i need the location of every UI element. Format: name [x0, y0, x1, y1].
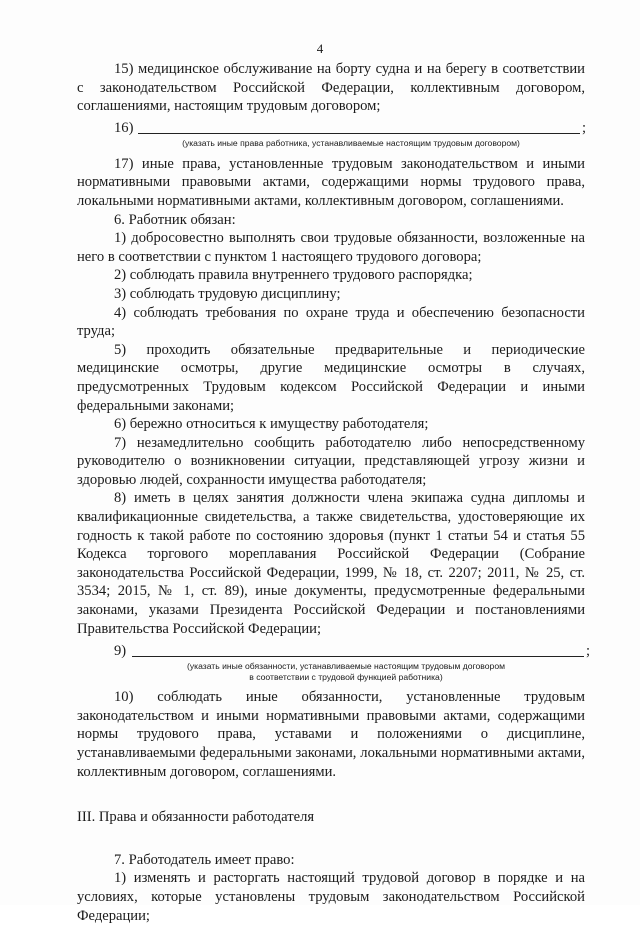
duty-item-1: 1) добросовестно выполнять свои трудовые обязанности, возложенные на него в соответствии с пунктом 1 настоящего трудового договора;	[77, 230, 585, 265]
duty-item-10: 10) соблюдать иные обязанности, установленные трудовым законодательством и иными нормативными правовыми актами, содержащими нормы трудового права, уставами и положениями о дисциплине, устанавливаемыми федеральными законами, локальными нормативными актами, коллективным договором, соглашениями.	[77, 689, 585, 780]
duty-item-9-label: 9)	[114, 643, 127, 660]
duty-item-4: 4) соблюдать требования по охране труда и обеспечению безопасности труда;	[77, 304, 585, 340]
employer-rights-heading: 7. Работодатель имеет право:	[114, 851, 295, 868]
duty-item-6: 6) бережно относиться к имуществу работодателя;	[114, 416, 429, 433]
right-item-17: 17) иные права, установленные трудовым законодательством и иными нормативными правовыми актами, содержащими нормы трудового права, локальными нормативными актами, коллективным договором, соглашениями.	[77, 155, 585, 209]
duty-item-5: 5) проходить обязательные предварительные и периодические медицинские осмотры, другие медицинские осмотры в случаях, предусмотренных Трудовым кодексом Российской Федерации и иными федеральными законами;	[77, 341, 585, 414]
document-body	[77, 60, 591, 925]
duty-item-9-caption-line-2: в соответствии с трудовой функцией работника)	[249, 672, 443, 683]
duty-item-2: 2) соблюдать правила внутреннего трудового распорядка;	[114, 267, 473, 284]
line-end-punctuation: ;	[582, 119, 587, 136]
right-item-16-caption: (указать иные права работника, устанавливаемые настоящим трудовым договором)	[182, 137, 520, 148]
section-heading: III. Права и обязанности работодателя	[77, 809, 315, 826]
right-item-15: 15) медицинское обслуживание на борту судна и на берегу в соответствии с законодательством Российской Федерации, коллективным договором, соглашениями, настоящим трудовым договором;	[77, 61, 585, 115]
duty-item-9-fill-line	[114, 642, 591, 661]
duty-item-9-caption-line-1: (указать иные обязанности, устанавливаемые настоящим трудовым договором	[186, 661, 506, 672]
right-item-16-fill-line	[114, 119, 585, 138]
employer-right-item-1: 1) изменять и расторгать настоящий трудовой договор в порядке и на условиях, которые установлены трудовым законодательством Российской Федерации;	[77, 870, 585, 924]
duty-item-8: 8) иметь в целях занятия должности члена экипажа судна дипломы и квалификационные свидетельства, а также свидетельства, удостоверяющие их годность к такой работе по состоянию здоровья (пункт 1 статьи 54 и статья 55 Кодекса торгового мореплавания Российской Федерации (Собрание законодательства Российской Федерации, 1999, № 18, ст. 2207; 2011, № 25, ст. 3534; 2015, № 1, ст. 89), иные документы, предусмотренные федеральными законами, указами Президента Российской Федерации и постановлениями Правительства Российской Федерации;	[77, 490, 585, 637]
page-number: 4	[316, 41, 324, 56]
duty-item-7: 7) незамедлительно сообщить работодателю либо непосредственному руководителю о возникновении ситуации, представляющей угрозу жизни и здоровью людей, сохранности имущества работодателя;	[77, 434, 585, 488]
worker-duties-heading: 6. Работник обязан:	[114, 211, 236, 228]
line-end-punctuation: ;	[586, 643, 591, 660]
right-item-16-label: 16)	[114, 119, 134, 136]
blank-line	[138, 133, 580, 134]
duty-item-3: 3) соблюдать трудовую дисциплину;	[114, 285, 341, 302]
blank-line	[132, 656, 584, 657]
